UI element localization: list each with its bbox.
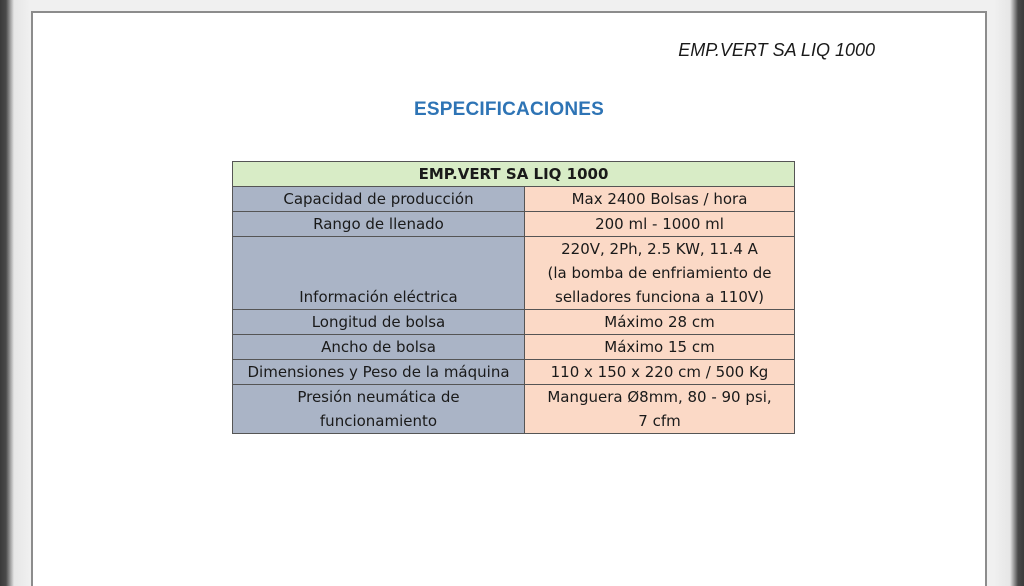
value-line: 7 cfm bbox=[638, 412, 681, 430]
row-label: Información eléctrica bbox=[233, 237, 525, 310]
value-line: (la bomba de enfriamiento de bbox=[547, 264, 772, 282]
row-value: Máximo 15 cm bbox=[525, 335, 795, 360]
row-value bbox=[525, 237, 795, 310]
document-page bbox=[31, 11, 987, 586]
row-label: Dimensiones y Peso de la máquina bbox=[233, 360, 525, 385]
value-line: 220V, 2Ph, 2.5 KW, 11.4 A bbox=[561, 240, 758, 258]
label-line: Presión neumática de bbox=[297, 388, 460, 406]
row-value: Max 2400 Bolsas / hora bbox=[525, 187, 795, 212]
value-line: selladores funciona a 110V) bbox=[555, 288, 764, 306]
table-row bbox=[233, 212, 795, 237]
table-row bbox=[233, 360, 795, 385]
row-label: Rango de llenado bbox=[233, 212, 525, 237]
table-header-row bbox=[233, 162, 795, 187]
table-row bbox=[233, 187, 795, 212]
row-label: Longitud de bolsa bbox=[233, 310, 525, 335]
label-line: funcionamiento bbox=[319, 412, 438, 430]
row-value bbox=[525, 385, 795, 434]
row-label: Ancho de bolsa bbox=[233, 335, 525, 360]
value-line: Manguera Ø8mm, 80 - 90 psi, bbox=[547, 388, 772, 406]
page-title: ESPECIFICACIONES bbox=[413, 99, 605, 120]
row-value: 110 x 150 x 220 cm / 500 Kg bbox=[525, 360, 795, 385]
specifications-table bbox=[232, 161, 795, 434]
table-row bbox=[233, 310, 795, 335]
row-value: 200 ml - 1000 ml bbox=[525, 212, 795, 237]
table-header: EMP.VERT SA LIQ 1000 bbox=[233, 162, 795, 187]
table-row bbox=[233, 335, 795, 360]
table-row bbox=[233, 385, 795, 434]
row-label: Capacidad de producción bbox=[233, 187, 525, 212]
row-label bbox=[233, 385, 525, 434]
row-value: Máximo 28 cm bbox=[525, 310, 795, 335]
header-code: EMP.VERT SA LIQ 1000 bbox=[678, 40, 875, 60]
table-row bbox=[233, 237, 795, 310]
